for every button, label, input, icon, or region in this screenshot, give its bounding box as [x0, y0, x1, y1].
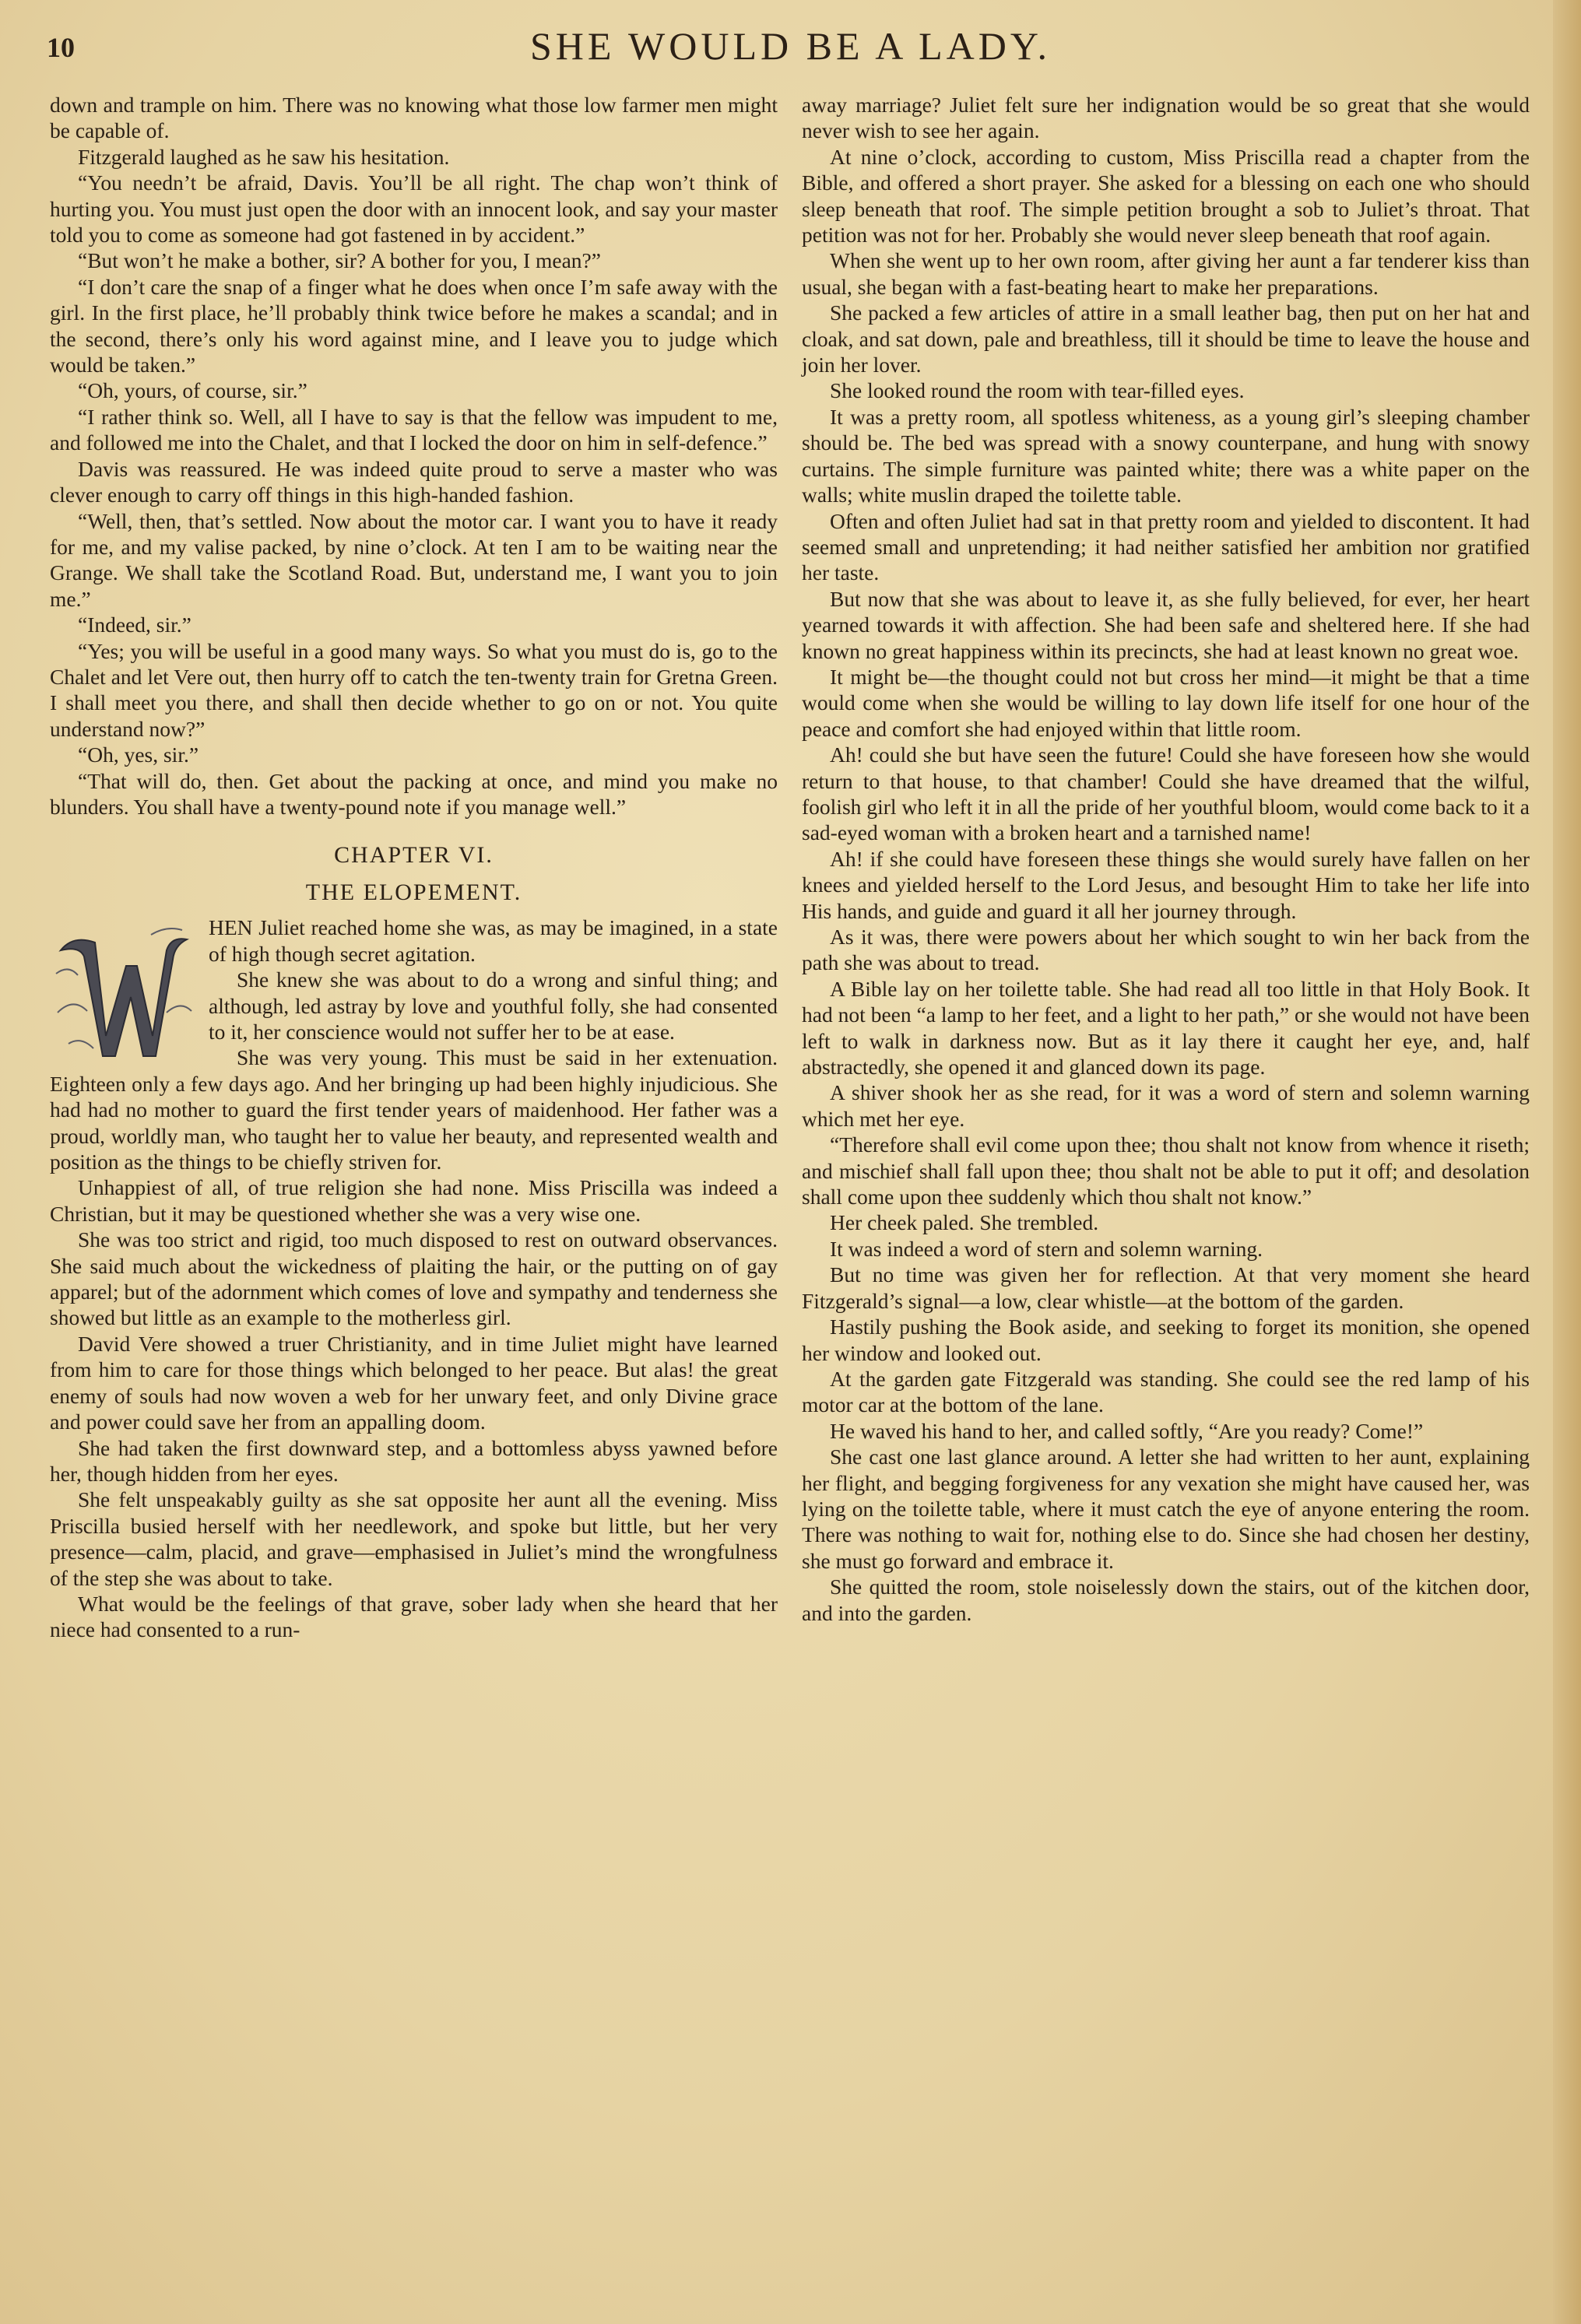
running-title: SHE WOULD BE A LADY.	[529, 24, 1052, 68]
paragraph: She packed a few articles of attire in a small leather bag, then put on her hat and cloak, and sat down, pale and breathless, till it should be time to leave the house and join her lover.	[802, 300, 1530, 377]
paragraph: A Bible lay on her toilette table. She had read all too little in that Holy Book. It had not been “a lamp to her feet, and a light to her path,” or she would not have been left to walk in darkness now. But as it lay there it caught her eye, and, half abstractedly, she opened it and glanced down its page.	[802, 976, 1530, 1080]
paragraph: A shiver shook her as she read, for it was a word of stern and solemn warning which met her eye.	[802, 1080, 1530, 1131]
left-column	[50, 92, 778, 1643]
paragraph: David Vere showed a truer Christianity, and in time Juliet might have learned from him to care for those things which belonged to her peace. But alas! the great enemy of souls had now woven a web for her unwary feet, and only Divine grace and power could save her from an appalling doom.	[50, 1331, 778, 1434]
paragraph: Ah! could she but have seen the future! Could she have foreseen how she would return to that house, to that chamber! Could she have dreamed that the wilful, foolish girl who left it in all the pride of her youthful bloom, would come back to it a sad-eyed woman with a broken heart and a tarnished name!	[802, 742, 1530, 845]
chapter-title: THE ELOPEMENT.	[305, 879, 522, 906]
paragraph: Fitzgerald laughed as he saw his hesitation.	[78, 144, 450, 169]
paragraph: “Oh, yes, sir.”	[78, 742, 199, 767]
paragraph: “But won’t he make a bother, sir? A bother for you, I mean?”	[78, 248, 601, 273]
paragraph: Often and often Juliet had sat in that pretty room and yielded to discontent. It had seemed small and unpretending; it had neither satisfied her ambition nor gratified her taste.	[802, 508, 1530, 585]
paragraph: “Therefore shall evil come upon thee; thou shalt not know from whence it riseth; and mischief shall fall upon thee; thou shalt not be able to put it off; and desolation shall come upon thee suddenly which thou shalt not know.”	[802, 1132, 1530, 1209]
page-number: 10	[47, 32, 75, 63]
paragraph: As it was, there were powers about her which sought to win her back from the path she was about to tread.	[802, 925, 1530, 975]
paragraph: “Oh, yours, of course, sir.”	[78, 378, 307, 403]
page-edge	[1553, 0, 1581, 2324]
chapter-heading: CHAPTER VI.	[334, 842, 494, 869]
paragraph: away marriage? Juliet felt sure her indignation would be so great that she would never wish to see her again.	[802, 93, 1530, 143]
paragraph: Her cheek paled. She trembled.	[830, 1210, 1099, 1235]
paragraph: It might be—the thought could not but cross her mind—it might be that a time would come when she would be willing to lay down life itself for one hour of the peace and comfort she had enjoyed within that little room.	[802, 664, 1530, 741]
paragraph: Davis was reassured. He was indeed quite proud to serve a master who was clever enough to carry off things in this high-handed fashion.	[50, 456, 778, 507]
paragraph: She was very young. This must be said in her extenuation. Eighteen only a few days ago. And her bringing up had been highly injudicious. She had had no mother to guard the first tender years of maidenhood. Her father was a proud, worldly man, who taught her to value her beauty, and represented wealth and position as the things to be chiefly striven for.	[50, 1045, 778, 1174]
paragraph: HEN Juliet reached home she was, as may be imagined, in a state of high though secret agitation.	[209, 915, 778, 966]
paragraph: She looked round the room with tear-filled eyes.	[830, 378, 1245, 403]
paragraph: Unhappiest of all, of true religion she had none. Miss Priscilla was indeed a Christian, but it may be questioned whether she was a very wise one.	[50, 1175, 778, 1226]
paragraph: It was a pretty room, all spotless whiteness, as a young girl’s sleeping chamber should be. The bed was spread with a snowy counterpane, and hung with snowy curtains. The simple furniture was painted white; there was a white paper on the walls; white muslin draped the toilette table.	[802, 404, 1530, 507]
paragraph: It was indeed a word of stern and solemn warning.	[830, 1236, 1263, 1261]
drop-cap-w-ornament	[50, 919, 198, 1067]
paragraph: “I don’t care the snap of a finger what he does when once I’m safe away with the girl. In the first place, he’ll probably think twice before he makes a scandal; and in the second, there’s only his word against mine, and I leave you to judge which would be taken.”	[50, 274, 778, 377]
paragraph: But no time was given her for reflection. At that very moment she heard Fitzgerald’s signal—a low, clear whistle—at the bottom of the garden.	[802, 1262, 1530, 1313]
paragraph: “Indeed, sir.”	[78, 613, 191, 637]
paragraph: When she went up to her own room, after giving her aunt a far tenderer kiss than usual, she began with a fast-beating heart to make her preparations.	[802, 248, 1530, 299]
paragraph: What would be the feelings of that grave, sober lady when she heard that her niece had consented to a run-	[50, 1591, 778, 1642]
paragraph: She cast one last glance around. A letter she had written to her aunt, explaining her flight, and begging forgiveness for any vexation she might have caused her, was lying on the toilette table, where it must catch the eye of anyone entering the room. There was nothing to wait for, nothing else to do. Since she had chosen her destiny, she must go forward and embrace it.	[802, 1445, 1530, 1573]
paragraph: At the garden gate Fitzgerald was standing. She could see the red lamp of his motor car at the bottom of the lane.	[802, 1366, 1530, 1417]
paragraph: “Yes; you will be useful in a good many ways. So what you must do is, go to the Chalet and let Vere out, then hurry off to catch the ten-twenty train for Gretna Green. I shall meet you there, and shall then decide whether to go on or not. You quite understand now?”	[50, 638, 778, 741]
paragraph: “That will do, then. Get about the packing at once, and mind you make no blunders. You shall have a twenty-pound note if you manage well.”	[50, 768, 778, 819]
paragraph: down and trample on him. There was no knowing what those low farmer men might be capable of.	[50, 93, 778, 143]
paragraph: She felt unspeakably guilty as she sat opposite her aunt all the evening. Miss Priscilla busied herself with her needlework, and spoke but little, but her very presence—calm, placid, and grave—emphasised in Juliet’s mind the wrongfulness of the step she was about to take.	[50, 1487, 778, 1590]
paragraph: But now that she was about to leave it, as she fully believed, for ever, her heart yearned towards it with affection. She had been safe and sheltered here. If she had known no great happiness within its precincts, she had at least known no great woe.	[802, 586, 1530, 663]
paragraph: “You needn’t be afraid, Davis. You’ll be all right. The chap won’t think of hurting you. You must just open the door with an innocent look, and say your master told you to come as someone had got fastened in by accident.”	[50, 170, 778, 247]
paragraph: “Well, then, that’s settled. Now about the motor car. I want you to have it ready for me, and my valise packed, by nine o’clock. At ten I am to be waiting near the Grange. We shall take the Scotland Road. But, understand me, I want you to join me.”	[50, 508, 778, 611]
drop-cap-w-icon	[50, 919, 198, 1067]
paragraph: “I rather think so. Well, all I have to say is that the fellow was impudent to me, and followed me into the Chalet, and that I locked the door on him in self-defence.”	[50, 404, 778, 455]
paragraph: She knew she was about to do a wrong and sinful thing; and although, led astray by love and youthful folly, she had consented to it, her conscience would not suffer her to be at ease.	[209, 967, 778, 1044]
paragraph: At nine o’clock, according to custom, Miss Priscilla read a chapter from the Bible, and offered a short prayer. She asked for a blessing on each one who should sleep beneath that roof. The simple petition brought a sob to Juliet’s throat. That petition was not for her. Probably she would never sleep beneath that roof again.	[802, 144, 1530, 247]
paragraph: She quitted the room, stole noiselessly down the stairs, out of the kitchen door, and into the garden.	[802, 1574, 1530, 1625]
paragraph: She had taken the first downward step, and a bottomless abyss yawned before her, though hidden from her eyes.	[50, 1435, 778, 1486]
page-header	[0, 23, 1581, 86]
paragraph: Ah! if she could have foreseen these things she would surely have fallen on her knees and yielded herself to the Lord Jesus, and besought Him to take her life into His hands, and guide and guard it all her journey through.	[802, 846, 1530, 923]
paragraph: She was too strict and rigid, too much disposed to rest on outward observances. She said much about the wickedness of plaiting the hair, or the putting on of gay apparel; but of the adornment which comes of love and sympathy and tenderness she showed but little as an example to the motherless girl.	[50, 1227, 778, 1330]
paragraph: He waved his hand to her, and called softly, “Are you ready? Come!”	[830, 1418, 1424, 1443]
paragraph: Hastily pushing the Book aside, and seeking to forget its monition, she opened her window and looked out.	[802, 1315, 1530, 1365]
right-column	[802, 92, 1530, 1626]
